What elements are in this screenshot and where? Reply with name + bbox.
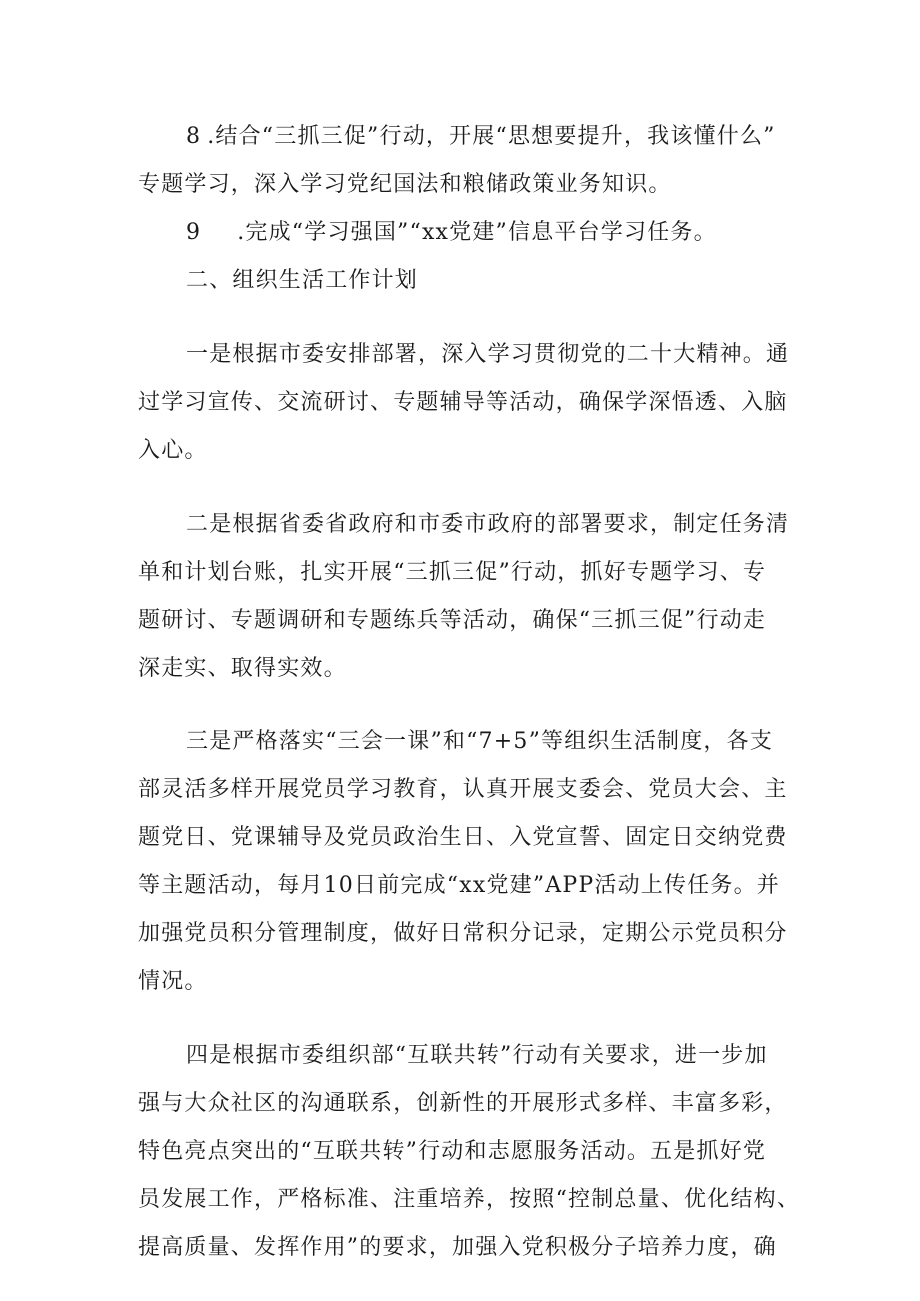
para-4-line-2: 强与大众社区的沟通联系，创新性的开展形式多样、丰富多彩， (138, 1091, 788, 1116)
para-4-line-1: 四是根据市委组织部“互联共转”行动有关要求，进一步加 (186, 1043, 768, 1068)
para-4-line-4: 员发展工作，严格标准、注重培养，按照“控制总量、优化结构、 (138, 1187, 801, 1212)
para-1-line-3: 入心。 (138, 438, 208, 463)
para-1-line-1: 一是根据市委安排部署，深入学习贯彻党的二十大精神。通 (186, 342, 790, 367)
para-4-line-5: 提高质量、发挥作用”的要求，加强入党积极分子培养力度，确 (138, 1235, 777, 1260)
para-3-line-4: 等主题活动，每月10日前完成“xx党建”APP活动上传任务。并 (138, 873, 780, 898)
item-8-line-2: 专题学习，深入学习党纪国法和粮储政策业务知识。 (138, 172, 672, 197)
para-3-line-6: 情况。 (138, 969, 208, 994)
para-2-line-2: 单和计划台账，扎实开展“三抓三促”行动，抓好专题学习、专 (138, 560, 767, 585)
para-3-line-5: 加强党员积分管理制度，做好日常积分记录，定期公示党员积分 (138, 921, 788, 946)
item-9-text: .完成“学习强国”“xx党建”信息平台学习任务。 (237, 220, 717, 245)
para-3-line-2: 部灵活多样开展党员学习教育，认真开展支委会、党员大会、主 (138, 777, 788, 802)
item-8-number: 8 (186, 124, 202, 149)
para-2-line-1: 二是根据省委省政府和市委市政府的部署要求，制定任务清 (186, 512, 790, 537)
para-1-line-2: 过学习宣传、交流研讨、专题辅导等活动，确保学深悟透、入脑 (138, 390, 788, 415)
item-9-line (186, 218, 717, 248)
item-8-text: .结合“三抓三促”行动，开展“思想要提升，我该懂什么” (207, 124, 776, 149)
para-3-line-1: 三是严格落实“三会一课”和“7+5”等组织生活制度，各支 (186, 729, 774, 754)
item-8-line-1 (186, 122, 776, 152)
item-9-number: 9 (186, 220, 202, 245)
para-4-line-3: 特色亮点突出的“互联共转”行动和志愿服务活动。五是抓好党 (138, 1139, 767, 1164)
section-heading: 二、组织生活工作计划 (186, 268, 419, 293)
para-3-line-3: 题党日、党课辅导及党员政治生日、入党宣誓、固定日交纳党费 (138, 825, 788, 850)
para-2-line-4: 深走实、取得实效。 (138, 656, 347, 681)
para-2-line-3: 题研讨、专题调研和专题练兵等活动，确保“三抓三促”行动走 (138, 608, 767, 633)
